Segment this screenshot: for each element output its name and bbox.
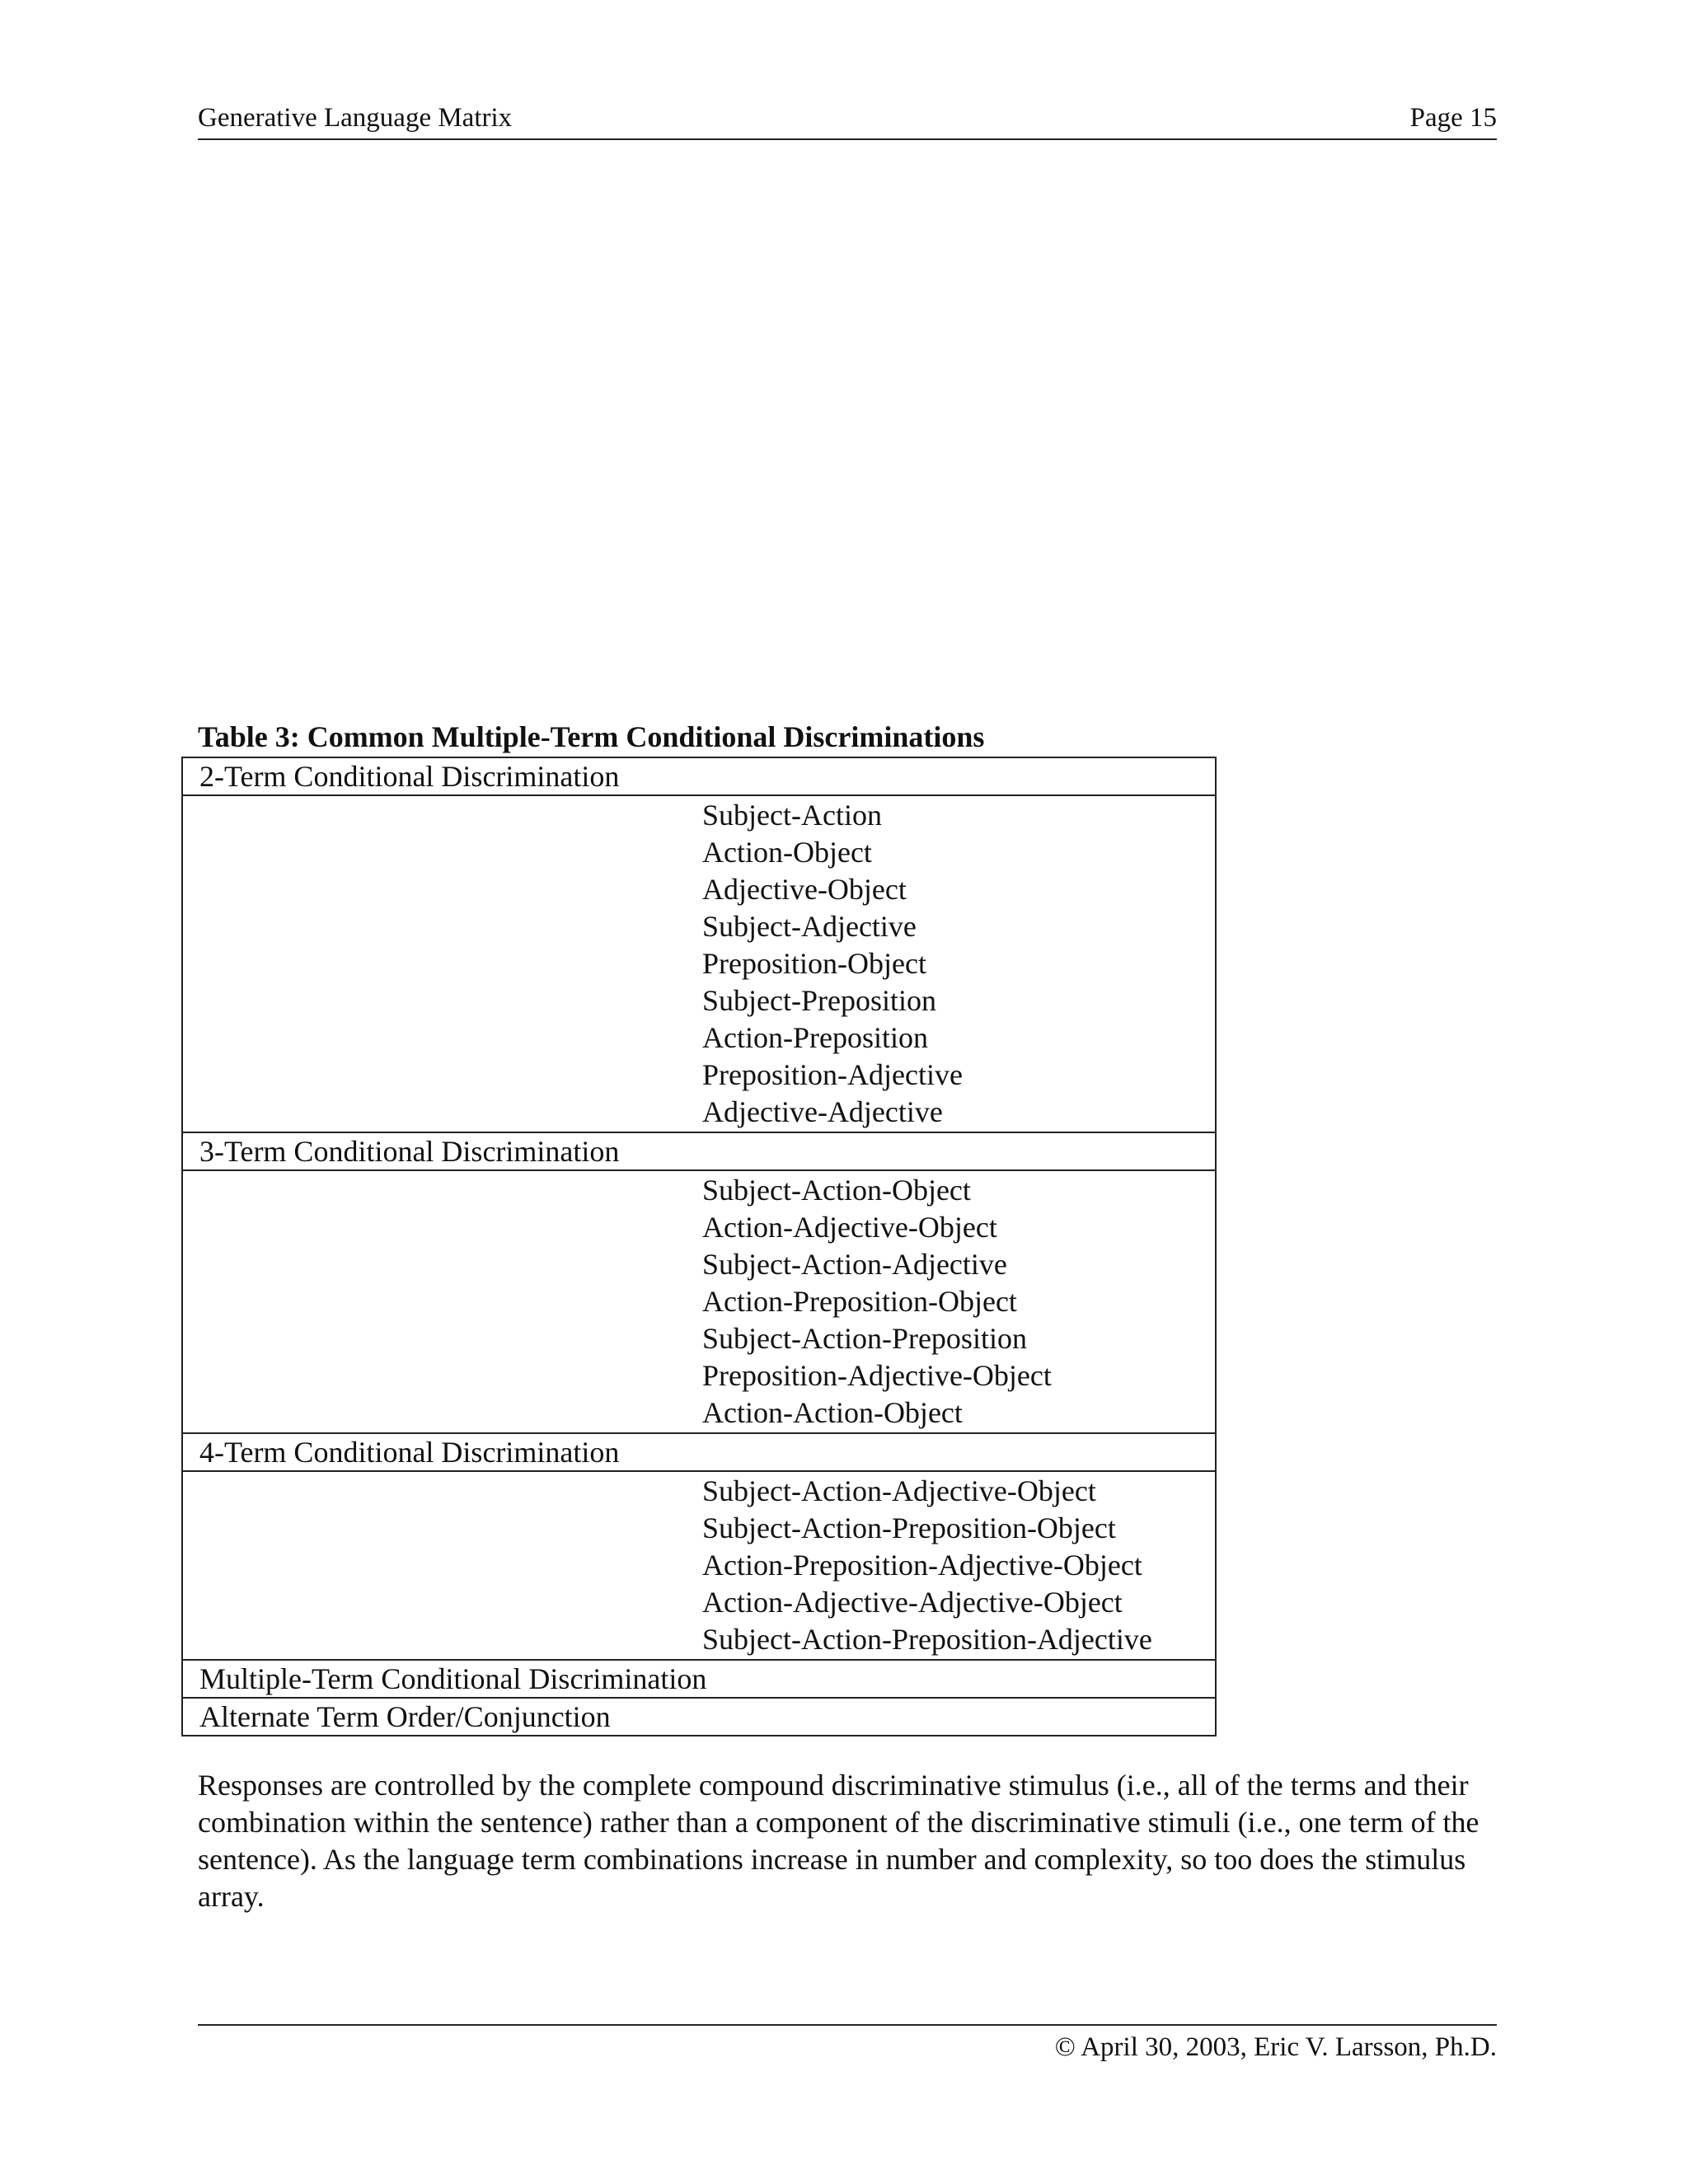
term-combination: Action-Preposition-Adjective-Object [702,1549,1142,1582]
section-items-row [182,795,1216,1132]
term-combination: Action-Adjective-Adjective-Object [702,1586,1123,1619]
document-title: Generative Language Matrix [198,103,513,133]
term-combination: Adjective-Object [702,873,907,906]
section-items-cell [182,1170,1216,1433]
term-combination: Preposition-Adjective-Object [702,1359,1052,1392]
footer-copyright: © April 30, 2003, Eric V. Larsson, Ph.D. [1054,2032,1497,2062]
term-combination: Subject-Action-Adjective-Object [702,1474,1096,1507]
section-heading: Alternate Term Order/Conjunction [182,1698,1216,1736]
page-number: Page 15 [1409,103,1497,133]
term-combination: Adjective-Adjective [702,1095,943,1128]
section-heading-row [182,1433,1216,1471]
discrimination-table [181,757,1217,1736]
section-items-row [182,1170,1216,1433]
section-heading-row [182,757,1216,795]
term-combination: Subject-Action [702,799,882,832]
term-combination: Subject-Action-Preposition-Object [702,1511,1116,1544]
section-heading: 4-Term Conditional Discrimination [182,1433,1216,1471]
section-heading-row [182,1132,1216,1170]
body-paragraph: Responses are controlled by the complete compound discriminative stimulus (i.e., all of the terms and their combination within the sentence) rather than a component of the discriminative stimuli (i.e., one term of the sentence). As the language term combinations increase in number and complexity, so too does the stimulus array. [198,1769,1479,1913]
section-heading-row [182,1660,1216,1698]
term-combination: Subject-Action-Preposition [702,1322,1027,1355]
term-combination: Action-Adjective-Object [702,1211,997,1244]
term-combination: Subject-Preposition [702,984,936,1017]
footer-divider [198,2024,1497,2026]
section-heading: 2-Term Conditional Discrimination [182,757,1216,795]
term-combination: Subject-Adjective [702,910,917,943]
section-heading: 3-Term Conditional Discrimination [182,1132,1216,1170]
term-combination: Action-Preposition-Object [702,1285,1017,1318]
section-items-cell [182,795,1216,1132]
section-items-cell [182,1471,1216,1660]
table-caption: Table 3: Common Multiple-Term Conditional Discriminations [198,720,985,753]
page-header [198,97,1497,140]
section-heading: Multiple-Term Conditional Discrimination [182,1660,1216,1698]
term-combination: Action-Action-Object [702,1396,963,1429]
term-combination: Subject-Action-Adjective [702,1248,1007,1281]
term-combination: Subject-Action-Preposition-Adjective [702,1623,1152,1656]
term-combination: Preposition-Object [702,947,926,980]
table-body [182,757,1216,1736]
term-combination: Subject-Action-Object [702,1174,971,1207]
term-combination: Action-Preposition [702,1021,928,1054]
term-combination: Action-Object [702,836,872,869]
section-heading-row [182,1698,1216,1736]
section-items-row [182,1471,1216,1660]
term-combination: Preposition-Adjective [702,1058,963,1091]
